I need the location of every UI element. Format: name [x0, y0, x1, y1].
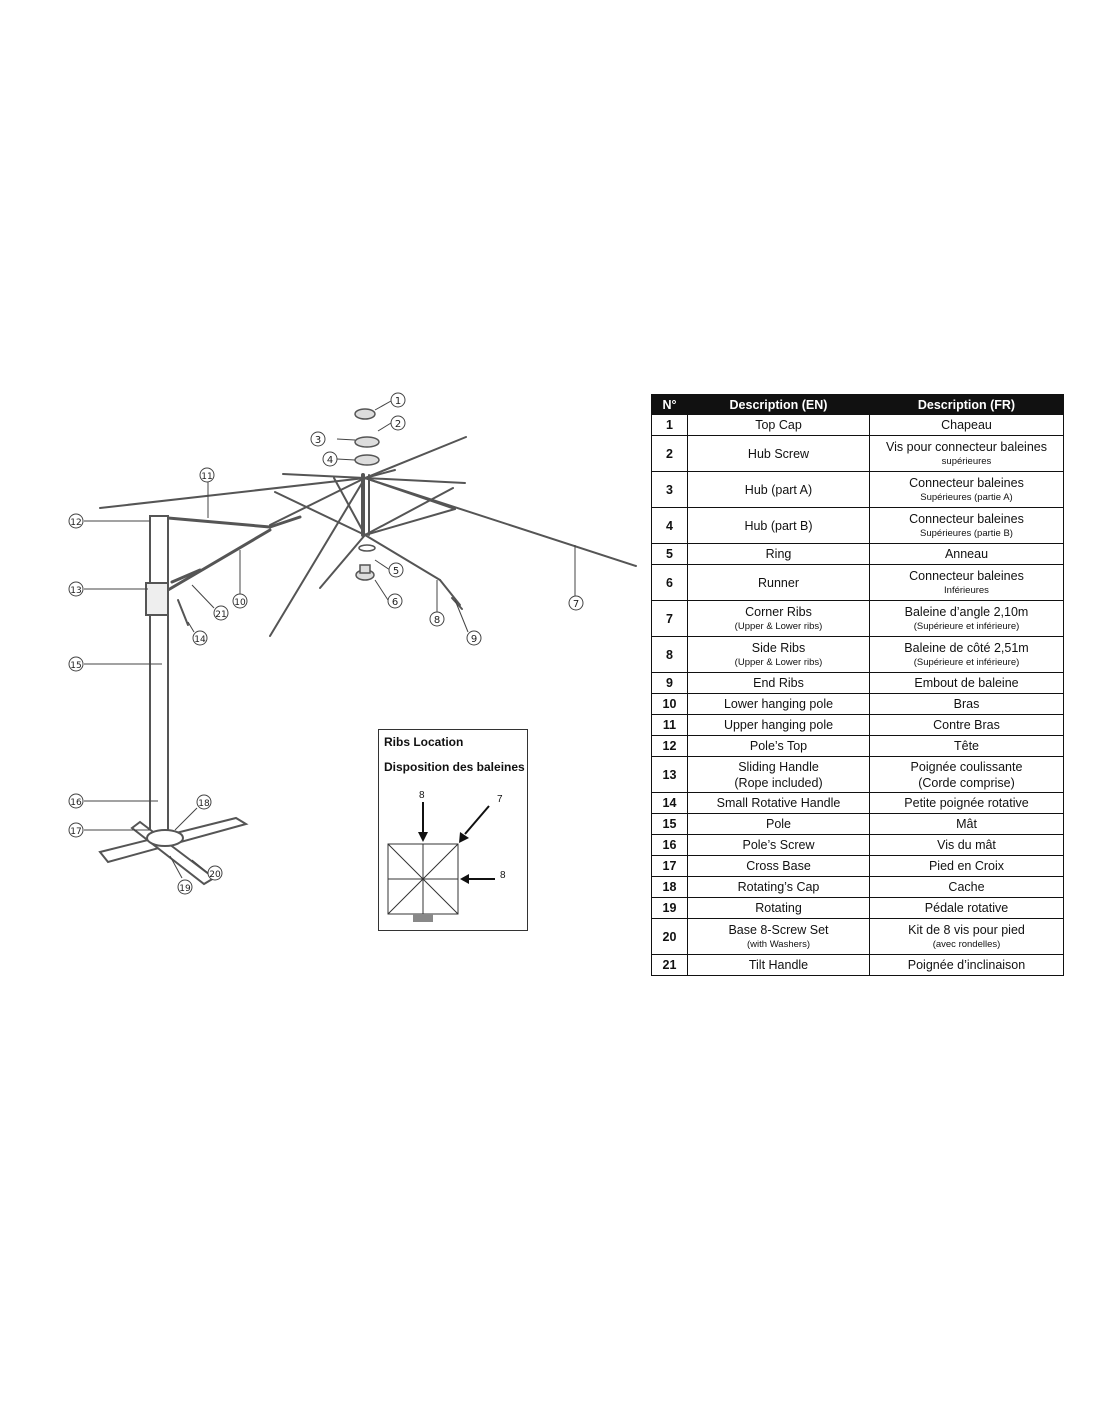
- row-number: 15: [652, 814, 688, 835]
- svg-text:14: 14: [194, 635, 206, 645]
- description-fr-sub: Supérieures (partie A): [920, 492, 1013, 503]
- description-fr-main: Contre Bras: [933, 718, 1000, 732]
- description-en: [688, 565, 870, 601]
- header-fr: Description (FR): [870, 395, 1064, 415]
- row-number: 12: [652, 736, 688, 757]
- row-number: 8: [652, 637, 688, 673]
- row-number: 2: [652, 436, 688, 472]
- table-row: [652, 919, 1064, 955]
- description-fr: [870, 736, 1064, 757]
- svg-text:4: 4: [326, 455, 334, 466]
- svg-text:8: 8: [433, 615, 441, 626]
- description-fr: [870, 673, 1064, 694]
- description-fr: [870, 715, 1064, 736]
- description-en-main: Ring: [765, 547, 792, 561]
- row-number: 6: [652, 565, 688, 601]
- row-number: 21: [652, 955, 688, 976]
- table-row: [652, 472, 1064, 508]
- description-en-main: Sliding Handle: [738, 759, 819, 774]
- description-en: [688, 472, 870, 508]
- table-row: [652, 415, 1064, 436]
- description-fr: [870, 877, 1064, 898]
- description-en-main: Top Cap: [755, 418, 802, 432]
- callout-11: [200, 468, 214, 482]
- row-number: 7: [652, 601, 688, 637]
- table-row: [652, 565, 1064, 601]
- callout-7: [569, 596, 583, 610]
- description-en: [688, 544, 870, 565]
- description-fr-main: Pied en Croix: [928, 859, 1005, 873]
- description-fr-main: Baleine de côté 2,51m: [904, 641, 1029, 655]
- header-en: Description (EN): [688, 395, 870, 415]
- svg-text:16: 16: [70, 798, 82, 808]
- svg-text:19: 19: [179, 884, 191, 894]
- description-fr-main: Vis du mât: [937, 838, 996, 852]
- description-en-main: Pole’s Top: [749, 739, 808, 753]
- description-en: [688, 673, 870, 694]
- description-en: [688, 415, 870, 436]
- table-row: [652, 898, 1064, 919]
- description-en: [688, 601, 870, 637]
- callout-4: [323, 452, 337, 466]
- description-fr: [870, 814, 1064, 835]
- description-fr-main: Embout de baleine: [914, 676, 1019, 690]
- table-row: [652, 694, 1064, 715]
- description-en: [688, 436, 870, 472]
- callout-18: [197, 795, 211, 809]
- callout-9: [467, 631, 481, 645]
- svg-text:15: 15: [70, 661, 82, 671]
- description-en-line2: (Rope included): [734, 775, 823, 790]
- description-fr: [870, 793, 1064, 814]
- description-en-main: Base 8-Screw Set: [728, 923, 829, 937]
- table-row: [652, 856, 1064, 877]
- callout-21: [214, 606, 228, 620]
- description-fr: [870, 898, 1064, 919]
- svg-text:11: 11: [201, 472, 213, 482]
- description-en: [688, 877, 870, 898]
- description-en-main: Rotating: [755, 901, 802, 915]
- description-en: [688, 919, 870, 955]
- row-number: 17: [652, 856, 688, 877]
- description-fr: [870, 565, 1064, 601]
- row-number: 3: [652, 472, 688, 508]
- description-fr-sub: supérieures: [941, 456, 992, 467]
- description-fr: [870, 544, 1064, 565]
- description-en: [688, 856, 870, 877]
- description-fr-main: Bras: [953, 697, 980, 711]
- description-en-main: Hub Screw: [747, 446, 810, 461]
- row-number: 20: [652, 919, 688, 955]
- exploded-umbrella-diagram: [60, 385, 650, 905]
- description-fr: [870, 472, 1064, 508]
- description-fr-main: Chapeau: [941, 418, 992, 432]
- description-fr: [870, 757, 1064, 793]
- description-en-main: Rotating’s Cap: [737, 880, 820, 894]
- table-row: [652, 637, 1064, 673]
- callout-16: [69, 794, 83, 808]
- svg-text:7: 7: [572, 599, 580, 610]
- description-en-main: Lower hanging pole: [723, 697, 834, 711]
- description-fr-main: Vis pour connecteur baleines: [886, 440, 1047, 454]
- description-en: [688, 736, 870, 757]
- description-en-main: Small Rotative Handle: [716, 796, 841, 810]
- table-row: [652, 508, 1064, 544]
- svg-text:17: 17: [70, 827, 82, 837]
- table-row: [652, 736, 1064, 757]
- row-number: 16: [652, 835, 688, 856]
- svg-text:10: 10: [234, 598, 246, 608]
- row-number: 13: [652, 757, 688, 793]
- description-fr: [870, 436, 1064, 472]
- svg-text:9: 9: [470, 634, 478, 645]
- callout-17: [69, 823, 83, 837]
- description-fr-main: Connecteur baleines: [909, 512, 1024, 526]
- description-fr-main: Connecteur baleines: [909, 569, 1024, 583]
- ribs-label-corner: 7: [497, 794, 503, 805]
- row-number: 5: [652, 544, 688, 565]
- svg-text:3: 3: [314, 435, 322, 446]
- pole-marker: [413, 914, 433, 922]
- svg-text:1: 1: [394, 396, 402, 407]
- table-row: [652, 955, 1064, 976]
- description-en: [688, 814, 870, 835]
- callout-6: [388, 594, 402, 608]
- callout-5: [389, 563, 403, 577]
- description-fr-sub: (Supérieure et inférieure): [913, 657, 1020, 668]
- description-fr-main: Pédale rotative: [924, 901, 1009, 915]
- description-en: [688, 793, 870, 814]
- callout-13: [69, 582, 83, 596]
- ribs-layout-diagram: [379, 730, 529, 932]
- description-en: [688, 637, 870, 673]
- description-fr-main: Tête: [953, 739, 979, 753]
- description-fr: [870, 601, 1064, 637]
- description-en: [688, 715, 870, 736]
- ribs-location-title: Ribs Location: [384, 735, 464, 749]
- description-en-main: Hub (part B): [744, 518, 813, 533]
- description-fr-main: Connecteur baleines: [909, 476, 1024, 490]
- parts-table: [651, 394, 1064, 976]
- description-fr: [870, 835, 1064, 856]
- description-en-main: Pole: [765, 817, 792, 831]
- description-en-main: Cross Base: [746, 859, 811, 873]
- svg-text:2: 2: [394, 419, 402, 430]
- description-fr: [870, 508, 1064, 544]
- description-en: [688, 694, 870, 715]
- svg-text:12: 12: [70, 518, 82, 528]
- callout-3: [311, 432, 325, 446]
- description-en-main: End Ribs: [753, 676, 804, 690]
- row-number: 4: [652, 508, 688, 544]
- callout-1: [391, 393, 405, 407]
- description-en-main: Corner Ribs: [745, 605, 812, 619]
- row-number: 11: [652, 715, 688, 736]
- description-en-sub: (with Washers): [747, 939, 810, 950]
- description-en-sub: (Upper & Lower ribs): [734, 621, 823, 632]
- ribs-label-side: 8: [500, 870, 506, 881]
- table-row: [652, 715, 1064, 736]
- description-fr-line2: (Corde comprise): [918, 775, 1015, 790]
- svg-text:21: 21: [215, 610, 227, 620]
- description-fr-main: Poignée coulissante: [910, 759, 1023, 774]
- callout-15: [69, 657, 83, 671]
- description-fr: [870, 637, 1064, 673]
- callout-12: [69, 514, 83, 528]
- description-fr-sub: (avec rondelles): [932, 939, 1001, 950]
- description-fr-sub: Inférieures: [944, 585, 989, 596]
- description-fr: [870, 919, 1064, 955]
- svg-text:13: 13: [70, 586, 82, 596]
- svg-text:18: 18: [198, 799, 210, 809]
- table-row: [652, 814, 1064, 835]
- description-en: [688, 955, 870, 976]
- callout-19: [178, 880, 192, 894]
- table-row: [652, 544, 1064, 565]
- svg-text:6: 6: [391, 597, 399, 608]
- row-number: 14: [652, 793, 688, 814]
- description-fr: [870, 955, 1064, 976]
- description-fr: [870, 694, 1064, 715]
- row-number: 9: [652, 673, 688, 694]
- row-number: 10: [652, 694, 688, 715]
- table-row: [652, 673, 1064, 694]
- ribs-location-box: [378, 729, 528, 931]
- callout-10: [233, 594, 247, 608]
- header-num: N°: [652, 395, 688, 415]
- description-en-main: Pole’s Screw: [742, 838, 815, 852]
- table-row: [652, 835, 1064, 856]
- description-fr-sub: (Supérieure et inférieure): [913, 621, 1020, 632]
- description-fr-main: Mât: [956, 817, 977, 831]
- description-fr-main: Petite poignée rotative: [904, 796, 1029, 810]
- description-en-sub: (Upper & Lower ribs): [734, 657, 823, 668]
- table-row: [652, 793, 1064, 814]
- table-row: [652, 877, 1064, 898]
- ribs-label-top: 8: [419, 790, 425, 801]
- description-en-main: Runner: [758, 575, 799, 590]
- description-en-main: Upper hanging pole: [723, 718, 834, 732]
- description-en: [688, 508, 870, 544]
- table-row: [652, 757, 1064, 793]
- callout-8: [430, 612, 444, 626]
- description-en: [688, 757, 870, 793]
- description-fr-main: Poignée d’inclinaison: [907, 958, 1026, 972]
- description-fr: [870, 856, 1064, 877]
- description-en-main: Tilt Handle: [748, 958, 809, 972]
- description-en-main: Side Ribs: [751, 641, 806, 655]
- description-en: [688, 835, 870, 856]
- callout-14: [193, 631, 207, 645]
- svg-text:5: 5: [392, 566, 400, 577]
- description-fr-main: Anneau: [944, 547, 989, 561]
- row-number: 1: [652, 415, 688, 436]
- table-row: [652, 601, 1064, 637]
- table-row: [652, 436, 1064, 472]
- ribs-location-title-fr: Disposition des baleines: [384, 760, 525, 774]
- callout-2: [391, 416, 405, 430]
- callout-20: [208, 866, 222, 880]
- description-fr-main: Baleine d’angle 2,10m: [904, 605, 1029, 619]
- description-fr: [870, 415, 1064, 436]
- description-fr-main: Cache: [948, 880, 985, 894]
- description-fr-sub: Supérieures (partie B): [920, 528, 1013, 539]
- description-fr-main: Kit de 8 vis pour pied: [908, 923, 1025, 937]
- description-en: [688, 898, 870, 919]
- description-en-main: Hub (part A): [744, 482, 813, 497]
- row-number: 19: [652, 898, 688, 919]
- svg-text:20: 20: [209, 870, 221, 880]
- row-number: 18: [652, 877, 688, 898]
